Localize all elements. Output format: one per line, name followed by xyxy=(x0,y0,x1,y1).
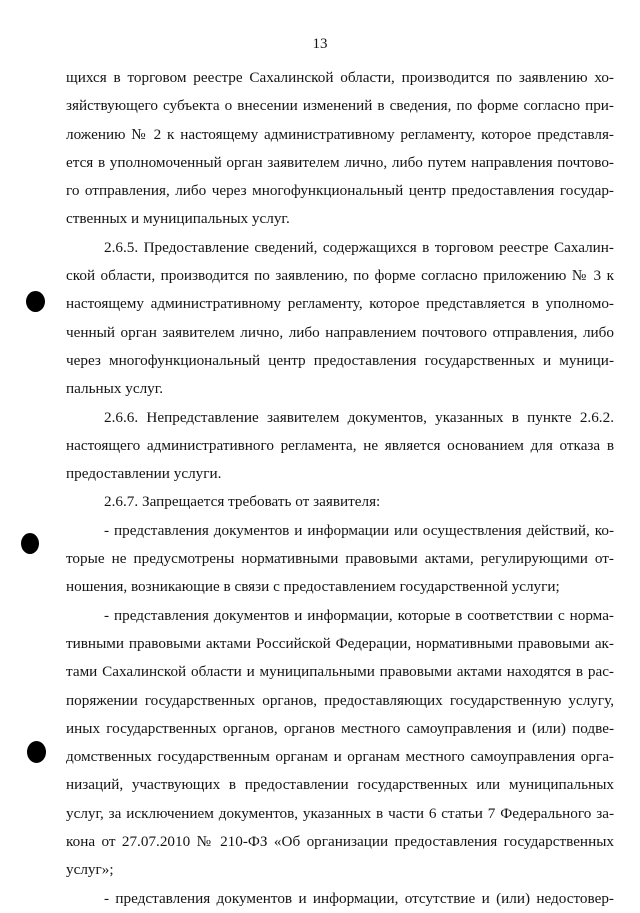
text-line: торые не предусмотрены нормативными правовыми актами, регулирующими от- xyxy=(66,550,614,568)
paragraph-2-6-7-start: 2.6.7. Запрещается требовать от заявителя: xyxy=(104,493,381,511)
text-line: ской области, производится по заявлению, по форме согласно приложению № 3 к xyxy=(66,267,614,285)
text-line: го отправления, либо через многофункциональный центр предоставления государ- xyxy=(66,182,614,200)
text-line: ственных и муниципальных услуг. xyxy=(66,210,290,228)
text-line: услуг»; xyxy=(66,861,114,879)
text-line: кона от 27.07.2010 № 210-ФЗ «Об организации предоставления государственных xyxy=(66,833,614,851)
text-line: ложению № 2 к настоящему административному регламенту, которое представля- xyxy=(66,125,614,143)
text-line: пальных услуг. xyxy=(66,380,164,398)
document-body xyxy=(66,64,614,913)
text-line: услуг, за исключением документов, указанных в части 6 статьи 7 Федерального за- xyxy=(66,804,614,822)
text-line: иных государственных органов, органов местного самоуправления и (или) подве- xyxy=(66,719,614,737)
text-line: предоставлении услуги. xyxy=(66,465,222,483)
text-line: тами Сахалинской области и муниципальными правовыми актами находятся в рас- xyxy=(66,663,614,681)
text-line: ченный орган заявителем лично, либо направлением почтового отправления, либо xyxy=(66,323,614,341)
list-item-start: - представления документов и информации или осуществления действий, ко- xyxy=(104,521,614,539)
text-line: щихся в торговом реестре Сахалинской области, производится по заявлению хо- xyxy=(66,69,614,86)
punch-hole-mark xyxy=(27,741,46,763)
page-number: 13 xyxy=(312,36,328,52)
text-line: через многофункциональный центр предоставления государственных и муници- xyxy=(66,351,614,369)
text-line: ношения, возникающие в связи с предоставлением государственной услуги; xyxy=(66,578,560,596)
punch-hole-mark xyxy=(26,291,45,312)
paragraph-2-6-5-start: 2.6.5. Предоставление сведений, содержащихся в торговом реестре Сахалин- xyxy=(104,238,614,256)
text-line: зяйствующего субъекта о внесении изменений в сведения, по форме согласно при- xyxy=(66,97,614,115)
punch-hole-mark xyxy=(21,533,39,554)
text-line: поряжении государственных органов, предоставляющих государственную услугу, xyxy=(66,691,614,709)
text-line: домственных государственным органам и органам местного самоуправления орга- xyxy=(66,748,614,766)
text-line: ется в уполномоченный орган заявителем лично, либо путем направления почтово- xyxy=(66,153,614,171)
text-line: тивными правовыми актами Российской Федерации, нормативными правовыми ак- xyxy=(66,634,614,652)
paragraph-2-6-6-start: 2.6.6. Непредставление заявителем документов, указанных в пункте 2.6.2. xyxy=(104,408,614,426)
text-line: настоящему административному регламенту, которое представляется в уполномо- xyxy=(66,295,614,313)
list-item-start: - представления документов и информации, отсутствие и (или) недостовер- xyxy=(104,889,614,907)
text-line: настоящего административного регламента, не является основанием для отказа в xyxy=(66,436,614,454)
text-line: низаций, участвующих в предоставлении государственных или муниципальных xyxy=(66,776,614,794)
list-item-start: - представления документов и информации, которые в соответствии с норма- xyxy=(104,606,614,624)
